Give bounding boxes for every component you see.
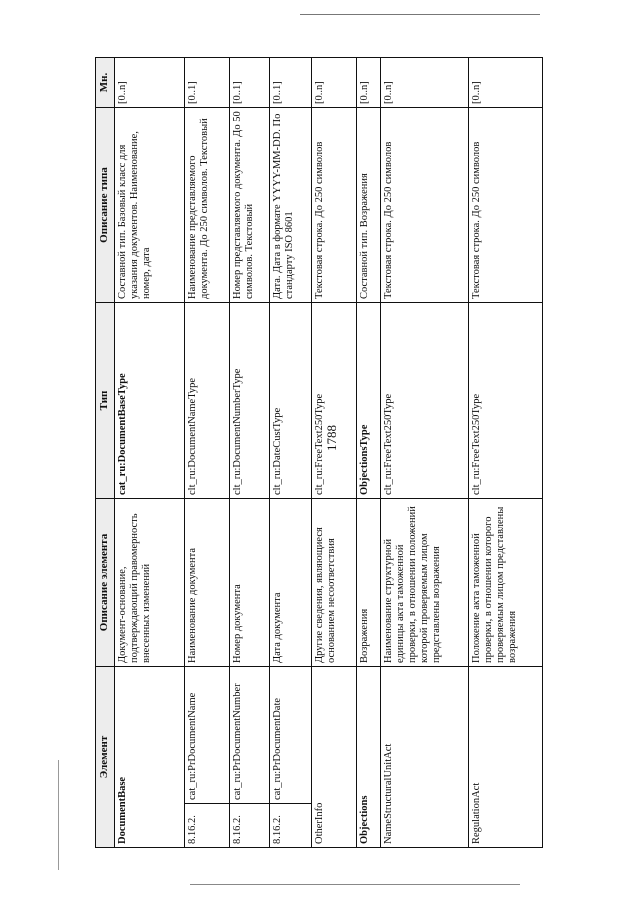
table-row (312, 58, 357, 848)
multiplicity-cell: [0..1] (230, 58, 270, 108)
type-cell: clt_ru:DateCustType (270, 303, 312, 499)
page-number: 1788 (324, 425, 339, 451)
type-cell: cat_ru:DocumentBaseType (115, 303, 185, 499)
scan-edge-bottom (190, 884, 520, 885)
type-cell: clt_ru:FreeText250Type (312, 303, 357, 499)
header-description: Описание элемента (96, 499, 115, 667)
element-cell: cat_ru:PrDocumentName (185, 667, 230, 804)
type-description-cell: Наименование представляемого документа. До 250 символов. Текстовый (185, 108, 230, 303)
type-description-cell: Дата. Дата в формате YYYY-MM-DD. По стандарту ISO 8601 (270, 108, 312, 303)
multiplicity-cell: [0..n] (115, 58, 185, 108)
prefix-cell: 8.16.2. (270, 804, 312, 848)
type-cell: clt_ru:DocumentNameType (185, 303, 230, 499)
table-row (230, 58, 270, 848)
prefix-cell: 8.16.2. (185, 804, 230, 848)
table-row (357, 58, 381, 848)
description-cell: Номер документа (230, 499, 270, 667)
multiplicity-cell: [0..n] (312, 58, 357, 108)
element-cell: cat_ru:PrDocumentNumber (230, 667, 270, 804)
description-cell: Документ-основание, подтверждающий правомерность внесенных изменений (115, 499, 185, 667)
type-description-cell: Текстовая строка. До 250 символов (381, 108, 469, 303)
multiplicity-cell: [0..n] (381, 58, 469, 108)
header-multiplicity: Мн. (96, 58, 115, 108)
type-description-cell: Составной тип. Возражения (357, 108, 381, 303)
type-cell: clt_ru:FreeText250Type (469, 303, 543, 499)
element-cell: cat_ru:PrDocumentDate (270, 667, 312, 804)
table-row (270, 58, 312, 848)
table-row (185, 58, 230, 848)
element-cell: NameStructuralUnitAct (381, 667, 469, 848)
description-cell: Наименование структурной единицы акта таможенной проверки, в отношении положений которой проверяемым лицом представлены возражения (381, 499, 469, 667)
type-description-cell: Текстовая строка. До 250 символов (469, 108, 543, 303)
description-cell: Возражения (357, 499, 381, 667)
description-cell: Наименование документа (185, 499, 230, 667)
multiplicity-cell: [0..1] (185, 58, 230, 108)
description-cell: Дата документа (270, 499, 312, 667)
element-cell: Objections (357, 667, 381, 848)
table-row (469, 58, 543, 848)
type-description-cell: Номер представляемого документа. До 50 символов. Текстовый (230, 108, 270, 303)
type-description-cell: Текстовая строка. До 250 символов (312, 108, 357, 303)
multiplicity-cell: [0..1] (270, 58, 312, 108)
multiplicity-cell: [0..n] (469, 58, 543, 108)
type-cell: ObjectionsType (357, 303, 381, 499)
element-cell: OtherInfo (312, 667, 357, 848)
header-row (96, 58, 115, 848)
schema-table-rotated (95, 58, 533, 848)
element-cell: RegulationAct (469, 667, 543, 848)
type-cell: clt_ru:FreeText250Type (381, 303, 469, 499)
schema-table (95, 57, 543, 848)
scan-edge-top (300, 14, 540, 15)
header-element: Элемент (96, 667, 115, 848)
description-cell: Другие сведения, являющиеся основанием несоответствия (312, 499, 357, 667)
type-description-cell: Составной тип. Базовый класс для указания документов. Наименование, номер, дата (115, 108, 185, 303)
prefix-cell: 8.16.2. (230, 804, 270, 848)
description-cell: Положение акта таможенной проверки, в отношении которого проверяемым лицом представлены возражения (469, 499, 543, 667)
type-cell: clt_ru:DocumentNumberType (230, 303, 270, 499)
table-row (381, 58, 469, 848)
scan-edge-left (58, 760, 59, 870)
table-row (115, 58, 185, 848)
header-type: Тип (96, 303, 115, 499)
multiplicity-cell: [0..n] (357, 58, 381, 108)
header-type-description: Описание типа (96, 108, 115, 303)
element-cell: DocumentBase (115, 667, 185, 848)
